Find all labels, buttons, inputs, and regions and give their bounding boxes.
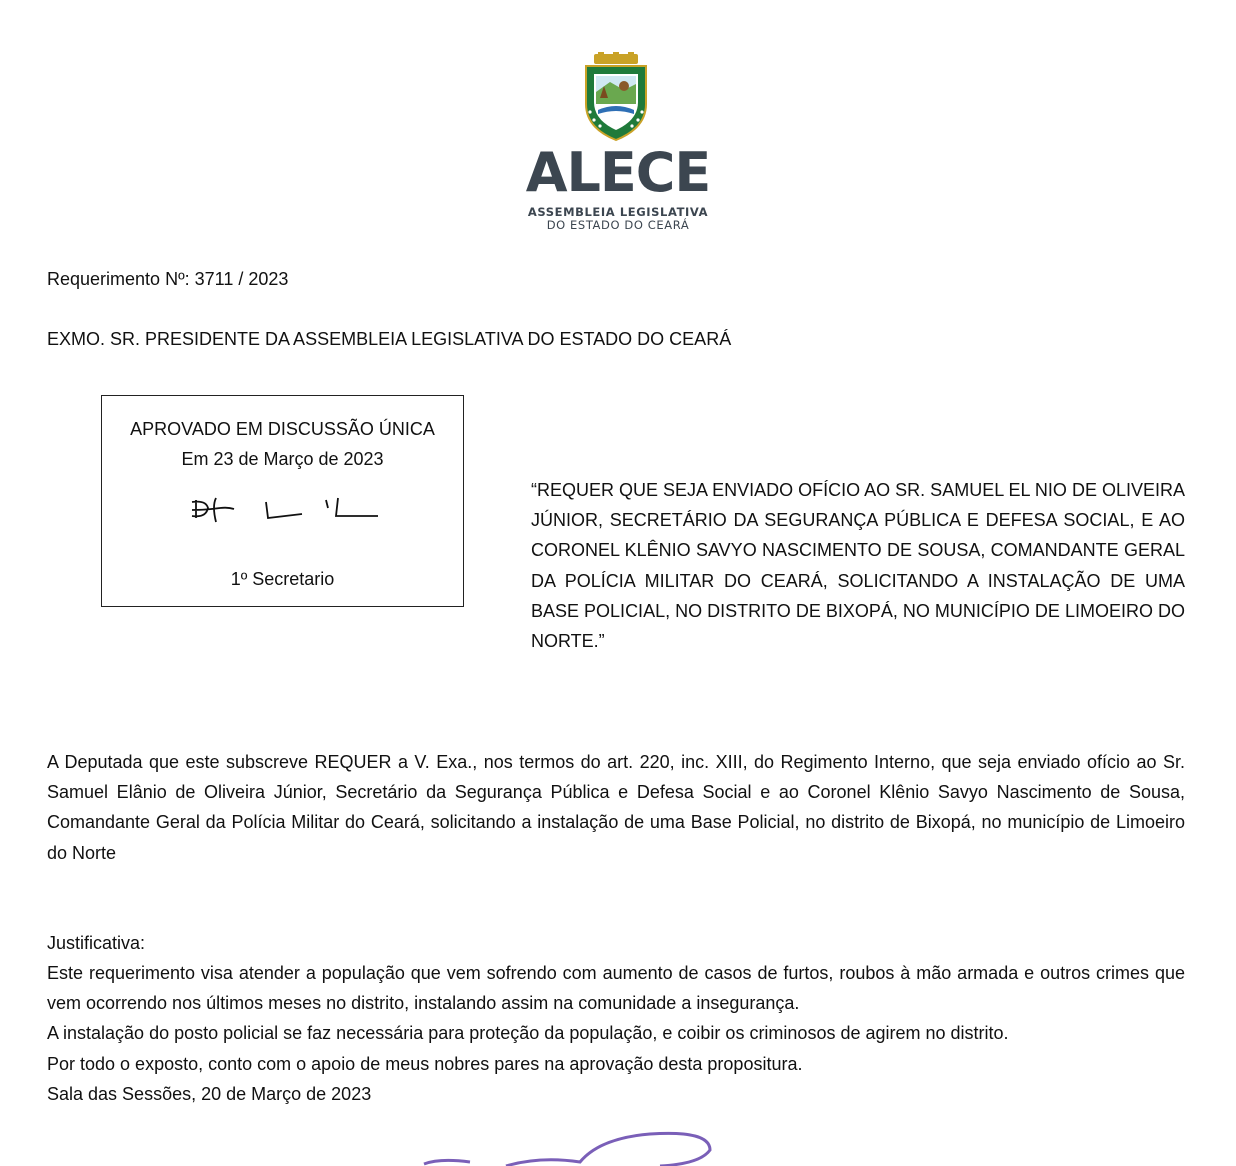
approval-role: 1º Secretario <box>230 569 335 589</box>
request-summary-quote: “REQUER QUE SEJA ENVIADO OFÍCIO AO SR. SAMUEL EL NIO DE OLIVEIRA JÚNIOR, SECRETÁRIO DA SEGURANÇA PÚBLICA E DEFESA SOCIAL, E AO CORONEL KLÊNIO SAVYO NASCIMENTO DE SOUSA, COMANDANTE GERAL DA POLÍCIA MILITAR DO CEARÁ, SOLICITANDO A INSTALAÇÃO DE UMA BASE POLICIAL, NO DISTRITO DE BIXOPÁ, NO MUNICÍPIO DE LIMOEIRO DO NORTE.” <box>531 480 1185 652</box>
addressee-line: EXMO. SR. PRESIDENTE DA ASSEMBLEIA LEGISLATIVA DO ESTADO DO CEARÁ <box>47 329 732 349</box>
secretary-signature-icon <box>186 494 382 524</box>
approval-stamp-box <box>101 395 464 607</box>
state-coat-of-arms-icon <box>580 52 652 142</box>
logo-subtitle-2: DO ESTADO DO CEARÁ <box>546 218 690 232</box>
approval-title: APROVADO EM DISCUSSÃO ÚNICA <box>130 419 435 439</box>
logo-wordmark: ALECE <box>525 141 711 204</box>
approval-date: Em 23 de Março de 2023 <box>181 449 384 469</box>
deputy-signature-icon <box>410 1128 730 1166</box>
justification-paragraph: Por todo o exposto, conto com o apoio de meus nobres pares na aprovação desta propositura. <box>47 1053 803 1074</box>
justification-paragraph: Este requerimento visa atender a população que vem sofrendo com aumento de casos de furtos, roubos à mão armada e outros crimes que vem ocorrendo nos últimos meses no distrito, instalando assim na comunidade a insegurança. <box>47 963 1185 1014</box>
document-header <box>0 0 1236 240</box>
justification-label: Justificativa: <box>47 933 146 953</box>
justification-text <box>47 958 1185 1109</box>
closing-line: Sala das Sessões, 20 de Março de 2023 <box>47 1083 372 1104</box>
logo-subtitle: ASSEMBLEIA LEGISLATIVA <box>527 205 709 219</box>
request-body-paragraph: A Deputada que este subscreve REQUER a V. Exa., nos termos do art. 220, inc. XIII, do Regimento Interno, que seja enviado ofício ao Sr. Samuel Elânio de Oliveira Júnior, Secretário da Segurança Pública e Defesa Social e ao Coronel Klênio Savyo Nascimento de Sousa, Comandante Geral da Polícia Militar do Ceará, solicitando a instalação de uma Base Policial, no distrito de Bixopá, no município de Limoeiro do Norte <box>47 752 1185 863</box>
requirement-number: Requerimento Nº: 3711 / 2023 <box>47 269 289 289</box>
justification-paragraph: A instalação do posto policial se faz necessária para proteção da população, e coibir os criminosos de agirem no distrito. <box>47 1023 1009 1044</box>
